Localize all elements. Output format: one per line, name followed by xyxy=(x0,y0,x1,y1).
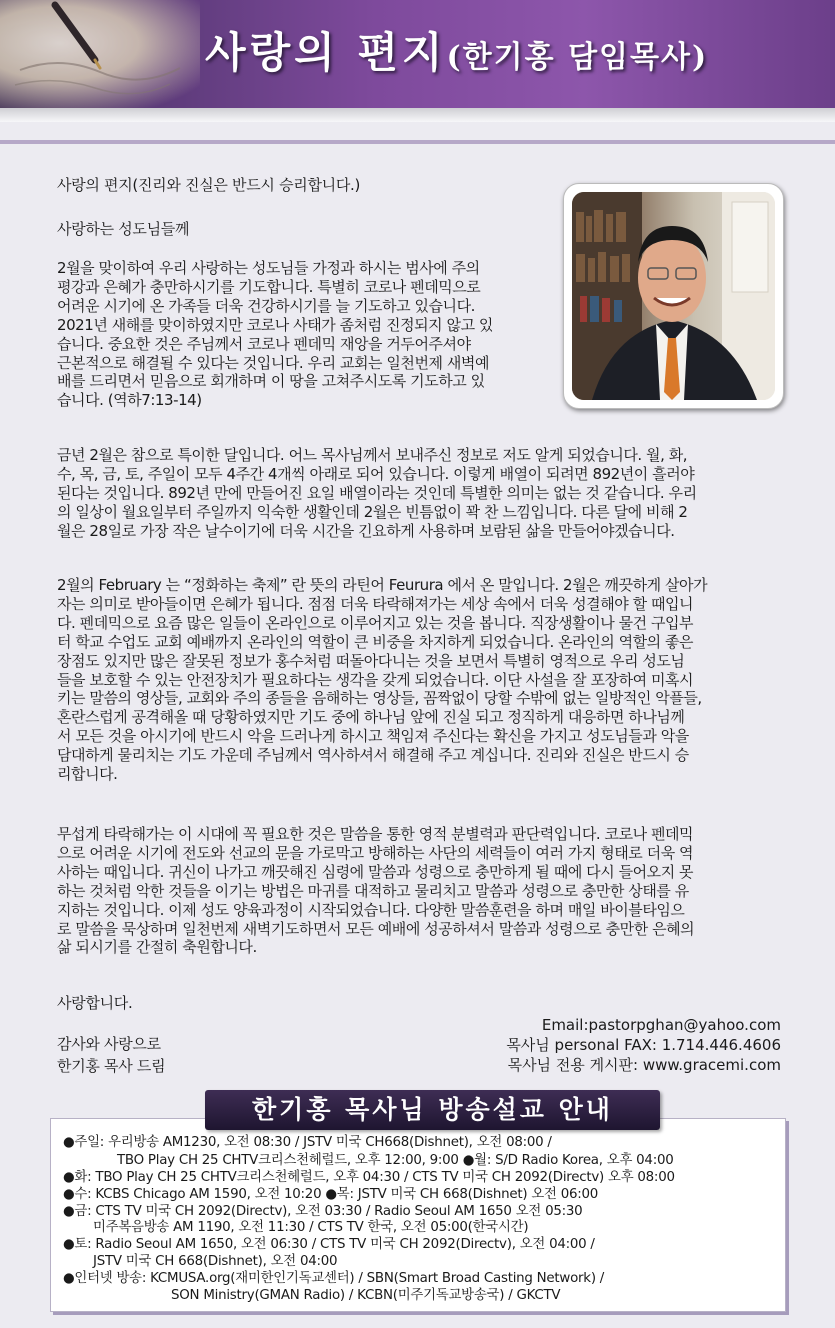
paragraph-line: 근본적으로 해결될 수 있다는 것입니다. 우리 교회는 일천번제 새벽예 xyxy=(57,353,489,372)
schedule-line: ●금: CTS TV 미국 CH 2092(Directv), 오전 03:30 / Radio Seoul AM 1650 오전 05:30 xyxy=(63,1204,583,1219)
contact-info xyxy=(506,1015,781,1075)
paragraph-line: 수, 목, 금, 토, 주일이 모두 4주간 4개씩 아래로 되어 있습니다. 이렇게 배열이 되려면 892년이 흘러야 xyxy=(57,464,695,483)
paragraph-line: 로 말씀을 묵상하며 일천번제 새벽기도하면서 모든 예배에 성공하셔서 말씀과 성령으로 충만한 은혜의 xyxy=(57,919,695,938)
pen-writing-image xyxy=(0,0,200,108)
paragraph-line: 2월의 February 는 “정화하는 축제” 란 뜻의 라틴어 Feurura 에서 온 말입니다. 2월은 깨끗하게 살아가 xyxy=(57,576,708,594)
paragraph-line: 자는 의미로 받아들이면 은혜가 됩니다. 점점 더욱 타락해져가는 세상 속에서 더욱 성결해야 할 때입니 xyxy=(57,594,694,613)
page-title xyxy=(205,20,825,92)
schedule-line: TBO Play CH 25 CHTV크리스천헤럴드, 오후 12:00, 9:00 ●월: S/D Radio Korea, 오후 04:00 xyxy=(117,1153,674,1168)
paragraph-line: 배를 드리면서 믿음으로 회개하며 이 땅을 고쳐주시도록 기도하고 있 xyxy=(57,372,485,391)
paragraph-line: 하는 것처럼 악한 것들을 이기는 방법은 마귀를 대적하고 물리치고 말씀과 성령으로 충만한 상태를 유 xyxy=(57,881,689,900)
paragraph-line: 어려운 시기에 온 가족들 더욱 건강하시기를 늘 기도하고 있습니다. xyxy=(57,296,475,315)
paragraph-line: 다. 펜데믹으로 요즘 많은 일들이 온라인으로 이루어지고 있는 것을 봅니다. 직장생활이나 물건 구입부 xyxy=(57,613,694,632)
letter-heading: 사랑의 편지(진리와 진실은 반드시 승리합니다.) xyxy=(57,176,361,194)
paragraph-line: 키는 말씀의 영상들, 교회와 주의 종들을 음해하는 영상들, 꼼짝없이 당할 수밖에 없는 일방적인 악플들, xyxy=(57,689,702,708)
paragraph-line: 습니다. 중요한 것은 주님께서 코로나 펜데믹 재앙을 거두어주셔야 xyxy=(57,334,471,353)
paragraph-line: 들을 보호할 수 있는 안전장치가 필요하다는 생각을 갖게 되었습니다. 이단 사설을 잘 포장하여 미혹시 xyxy=(57,670,694,689)
paragraph-line: 무섭게 타락해가는 이 시대에 꼭 필요한 것은 말씀을 통한 영적 분별력과 판단력입니다. 코로나 펜데믹 xyxy=(57,825,694,843)
broadcast-schedule-box xyxy=(50,1118,786,1312)
schedule-line: ●인터넷 방송: KCMUSA.org(재미한인기독교센터) / SBN(Smart Broad Casting Network) / xyxy=(63,1271,605,1286)
paragraph-3 xyxy=(57,576,707,784)
paragraph-line: 서 모든 것을 아시기에 반드시 악을 드러나게 하시고 책임져 주신다는 확신을 가지고 성도님들과 악을 xyxy=(57,727,689,746)
schedule-line: JSTV 미국 CH 668(Dishnet), 오전 04:00 xyxy=(93,1254,338,1269)
signature-line-2: 한기홍 목사 드림 xyxy=(57,1057,166,1075)
page-title-sub: (한기홍 담임목사) xyxy=(446,40,709,75)
paragraph-4 xyxy=(57,825,694,957)
schedule-line: ●토: Radio Seoul AM 1650, 오전 06:30 / CTS TV 미국 CH 2092(Directv), 오전 04:00 / xyxy=(63,1237,595,1252)
signature-line-1: 감사와 사랑으로 xyxy=(57,1035,161,1053)
paragraph-2 xyxy=(57,446,697,541)
paragraph-line: 습니다. (역하7:13-14) xyxy=(57,391,202,410)
paragraph-line: 으로 어려운 시기에 전도와 선교의 문을 가로막고 방해하는 사단의 세력들이 여러 가지 형태로 더욱 역 xyxy=(57,843,694,862)
header-divider xyxy=(0,108,835,122)
pastor-photo xyxy=(572,192,775,400)
paragraph-line: 사하는 때입니다. 귀신이 나가고 깨끗해진 심령에 말씀과 성령으로 충만하게 될 때에 다시 들어오지 못 xyxy=(57,862,694,881)
paragraph-line: 된다는 것입니다. 892년 만에 만들어진 요일 배열이라는 것인데 특별한 의미는 없는 것 같습니다. 우리 xyxy=(57,483,697,502)
board-text: 목사님 전용 게시판: www.gracemi.com xyxy=(507,1056,781,1074)
paragraph-line: 담대하게 물리치는 기도 가운데 주님께서 역사하셔서 해결해 주고 계십니다. 진리와 진실은 반드시 승 xyxy=(57,746,689,765)
paragraph-line: 리합니다. xyxy=(57,765,118,784)
paragraph-line: 의 일상이 월요일부터 주일까지 익숙한 생활인데 2월은 빈틈없이 꽉 찬 느낌입니다. 다른 달에 비해 2 xyxy=(57,502,688,521)
header-banner xyxy=(0,0,835,108)
paragraph-line: 장점도 있지만 많은 잘못된 정보가 홍수처럼 떠돌아다니는 것을 보면서 특별히 영적으로 우리 성도님 xyxy=(57,651,685,670)
schedule-line: 미주복음방송 AM 1190, 오전 11:30 / CTS TV 한국, 오전 05:00(한국시간) xyxy=(93,1220,529,1235)
schedule-line: ●수: KCBS Chicago AM 1590, 오전 10:20 ●목: JSTV 미국 CH 668(Dishnet) 오전 06:00 xyxy=(63,1187,599,1202)
paragraph-1 xyxy=(57,259,557,410)
paragraph-line: 2월을 맞이하여 우리 사랑하는 성도님들 가정과 하시는 범사에 주의 xyxy=(57,259,480,277)
page-title-main: 사랑의 편지 xyxy=(205,28,447,77)
paragraph-line: 금년 2월은 참으로 특이한 달입니다. 어느 목사님께서 보내주신 정보로 저도 알게 되었습니다. 월, 화, xyxy=(57,446,688,464)
fax-text: 목사님 personal FAX: 1.714.446.4606 xyxy=(506,1036,781,1054)
paragraph-line: 터 학교 수업도 교회 예배까지 온라인의 역할이 큰 비중을 차지하게 되었습니다. 온라인의 역할의 좋은 xyxy=(57,632,694,651)
paragraph-line: 평강과 은혜가 충만하시기를 기도합니다. 특별히 코로나 펜데믹으로 xyxy=(57,277,481,296)
accent-line xyxy=(0,140,835,144)
closing-text: 사랑합니다. xyxy=(57,994,133,1012)
paragraph-line: 월은 28일로 가장 작은 날수이기에 더욱 시간을 긴요하게 사용하며 보람된 삶을 만들어야겠습니다. xyxy=(57,521,675,540)
paragraph-line: 삶 되시기를 간절히 축원합니다. xyxy=(57,938,257,957)
schedule-line: SON Ministry(GMAN Radio) / KCBN(미주기독교방송국) / GKCTV xyxy=(171,1288,561,1303)
paragraph-line: 지하는 것입니다. 이제 성도 양육과정이 시작되었습니다. 다양한 말씀훈련을 하며 매일 바이블타임으 xyxy=(57,900,685,919)
pastor-photo-frame xyxy=(563,183,784,409)
paragraph-line: 2021년 새해를 맞이하였지만 코로나 사태가 좀처럼 진정되지 않고 있 xyxy=(57,315,493,334)
paragraph-line: 혼란스럽게 공격해올 때 당황하였지만 기도 중에 하나님 앞에 진실 되고 정직하게 대응하면 하나님께 xyxy=(57,708,685,727)
letter-greeting: 사랑하는 성도님들께 xyxy=(57,220,190,238)
email-text: Email:pastorpghan@yahoo.com xyxy=(541,1016,781,1034)
broadcast-title: 한기홍 목사님 방송설교 안내 xyxy=(205,1090,660,1130)
schedule-line: ●주일: 우리방송 AM1230, 오전 08:30 / JSTV 미국 CH668(Dishnet), 오전 08:00 / xyxy=(63,1135,552,1150)
schedule-line: ●화: TBO Play CH 25 CHTV크리스천헤럴드, 오후 04:30 / CTS TV 미국 CH 2092(Directv) 오후 08:00 xyxy=(63,1170,675,1185)
